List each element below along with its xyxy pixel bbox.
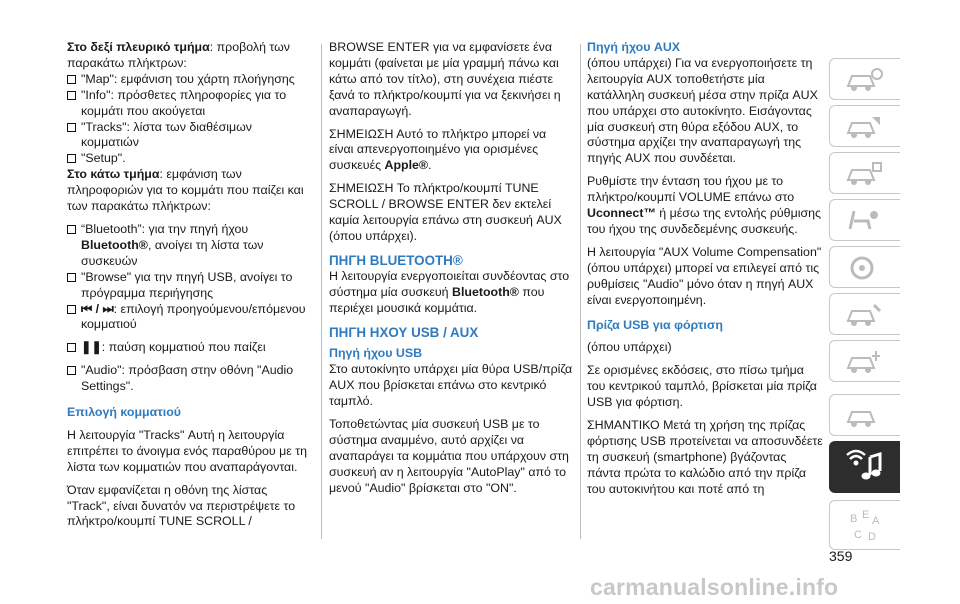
paragraph: Σε ορισμένες εκδόσεις, στο πίσω τμήμα του κεντρικού ταμπλό, βρίσκεται μία πρίζα USB για φόρτιση. xyxy=(587,363,817,410)
subsection-heading: Πηγή ήχου AUX xyxy=(587,40,681,54)
heading-right-section: Στο δεξί πλευρικό τμήμα xyxy=(67,40,210,54)
brand-text: Uconnect™ xyxy=(587,206,656,221)
column-1 xyxy=(67,40,313,530)
tab-car-warning[interactable] xyxy=(829,105,900,147)
list-item xyxy=(67,222,313,270)
text: . xyxy=(428,158,432,173)
paragraph: Όταν εμφανίζεται η οθόνη της λίστας "Track", είναι δυνατόν να περιστρέψετε το πλήκτρο/κουμπί TUNE SCROLL / xyxy=(67,482,296,529)
text: : εμφάνιση των πληροφοριών για το κομμάτι που παίζει και των παρακάτω πλήκτρων: xyxy=(67,167,304,214)
text: ή μέσω της εντολής ρύθμισης του ήχου της συνδεδεμένης συσκευής. xyxy=(587,206,821,236)
tab-car-seat[interactable] xyxy=(829,199,900,241)
section-heading: ΠΗΓΗ BLUETOOTH® xyxy=(329,252,463,268)
page-number: 359 xyxy=(829,548,853,564)
car-seat-icon xyxy=(844,207,884,235)
list-item xyxy=(67,340,313,356)
multimedia-icon xyxy=(844,449,888,487)
svg-text:D: D xyxy=(868,531,876,543)
brand-text: Bluetooth® xyxy=(452,284,519,299)
column-divider xyxy=(321,44,322,539)
car-info-icon xyxy=(844,66,884,94)
watermark: carmanualsonline.info xyxy=(590,574,839,600)
list-item: "Audio": πρόσβαση στην οθόνη "Audio Settings". xyxy=(67,363,313,395)
text: , ανοίγει τη λίστα των συσκευών xyxy=(81,237,264,268)
column-2 xyxy=(329,40,574,497)
text: που περιέχει μουσικά κομμάτια. xyxy=(329,284,545,315)
paragraph xyxy=(587,174,823,238)
subsection-heading: Πρίζα USB για φόρτιση xyxy=(587,317,723,332)
tab-car-tools[interactable] xyxy=(829,340,900,382)
paragraph xyxy=(329,127,574,175)
heading-bottom-section: Στο κάτω τμήμα xyxy=(67,167,160,182)
paragraph: (όπου υπάρχει) Για να ενεργοποιήσετε τη λειτουργία AUX τοποθετήστε μία κατάλληλη συσκευή μέσα στην πρίζα AUX που υπάρχει στο αυτοκίνητο. Εισάγοντας μία συσκευή στη θύρα εξόδου AUX, το σύστημα αρχίζει την αναπαραγωγή της πηγής AUX που συνδέεται. xyxy=(587,55,818,166)
paragraph: Η λειτουργία "Tracks" Αυτή η λειτουργία επιτρέπει το άνοιγμα ενός παραθύρου με τη λίστα των κομματιών που αναπαράγονται. xyxy=(67,427,308,474)
tab-index[interactable] xyxy=(829,500,900,550)
text: : προβολή των παρακάτω πλήκτρων: xyxy=(67,40,291,70)
paragraph: ΣΗΜΑΝΤΙΚΟ Μετά τη χρήση της πρίζας φόρτισης USB προτείνεται να αποσυνδέετε τη συσκευή (smartphone) βγάζοντας πάντα πρώτα το καλώδιο από την πρίζα του αυτοκινήτου και ποτέ από τη xyxy=(587,418,823,496)
tab-car-steering[interactable] xyxy=(829,246,900,288)
brand-text: Apple® xyxy=(384,158,429,173)
paragraph: Στο αυτοκίνητο υπάρχει μία θύρα USB/πρίζα AUX που βρίσκεται επάνω στο κεντρικό ταμπλό. xyxy=(329,362,573,409)
text: “Bluetooth”: για την πηγή ήχου xyxy=(81,221,249,236)
list-item: "Info": πρόσθετες πληροφορίες για το κομμάτι που ακούγεται xyxy=(67,88,313,120)
separator-text: / xyxy=(95,301,100,316)
text: ΣΗΜΕΙΩΣΗ Αυτό το πλήκτρο μπορεί να είναι απενεργοποιημένο για ορισμένες συσκευές xyxy=(329,126,547,173)
svg-text:A: A xyxy=(872,515,880,527)
svg-text:C: C xyxy=(854,529,862,541)
paragraph: ΣΗΜΕΙΩΣΗ Το πλήκτρο/κουμπί TUNE SCROLL / BROWSE ENTER δεν εκτελεί καμία λειτουργία επάνω στη συσκευή AUX (όπου υπάρχει). xyxy=(329,181,562,243)
section-heading: ΠΗΓΗ ΗΧΟΥ USB / AUX xyxy=(329,324,479,340)
tab-car-extra[interactable] xyxy=(829,394,900,436)
car-warning-icon xyxy=(844,113,884,141)
paragraph xyxy=(329,269,574,317)
list-item: "Browse" για την πηγή USB, ανοίγει το πρόγραμμα περιήγησης xyxy=(67,270,313,302)
list-item: "Tracks": λίστα των διαθέσιμων κομματιών xyxy=(67,120,313,152)
tab-car-wrench[interactable] xyxy=(829,293,900,335)
brand-text: Bluetooth® xyxy=(81,237,148,252)
list-item xyxy=(67,302,313,334)
paragraph: Τοποθετώντας μία συσκευή USB με το σύστημα αναμμένο, αυτό αρχίζει να αναπαράγει τα κομμάτια που υπάρχουν στη συσκευή αν η λειτουργία "AutoPlay" από το μενού "Audio" βρίσκεται στο "ON". xyxy=(329,417,569,495)
tab-multimedia[interactable] xyxy=(829,441,900,493)
tab-car-info[interactable] xyxy=(829,58,900,100)
text: : επιλογή προηγούμενου/επόμενου κομματιού xyxy=(81,301,306,332)
car-extra-icon xyxy=(844,402,884,430)
text: Η λειτουργία ενεργοποιείται συνδέοντας στο σύστημα μία συσκευή xyxy=(329,268,570,299)
car-controls-icon xyxy=(844,160,884,188)
paragraph: (όπου υπάρχει) xyxy=(587,340,672,355)
car-steering-icon xyxy=(844,254,884,282)
car-tools-icon xyxy=(844,348,884,376)
column-3 xyxy=(587,40,823,498)
paragraph: Η λειτουργία "AUX Volume Compensation" (όπου υπάρχει) μπορεί να επιλεγεί από τις ρυθμίσεις "Audio" μόνο όταν η πηγή AUX είναι ενεργοποιημένη. xyxy=(587,244,822,307)
index-icon xyxy=(844,508,888,544)
subsection-heading: Πηγή ήχου USB xyxy=(329,346,423,361)
list-item: "Setup". xyxy=(67,151,313,167)
next-track-icon: ⏭ xyxy=(102,301,114,316)
paragraph: BROWSE ENTER για να εμφανίσετε ένα κομμάτι (φαίνεται με μία γραμμή πάνω και κάτω από τον τίτλο), στη συνέχεια πιέστε ξανά το πλήκτρο/κουμπί για να ξεκινήσει η αναπαραγωγή. xyxy=(329,40,561,118)
list-item: "Map": εμφάνιση του χάρτη πλοήγησης xyxy=(67,72,313,88)
text: : παύση κομματιού που παίζει xyxy=(101,340,266,355)
pause-icon: ❚❚ xyxy=(81,340,102,355)
previous-track-icon: ⏮ xyxy=(81,301,93,316)
section-heading: Επιλογή κομματιού xyxy=(67,405,182,420)
car-wrench-icon xyxy=(844,301,884,329)
text: Ρυθμίστε την ένταση του ήχου με το πλήκτρο/κουμπί VOLUME επάνω στο xyxy=(587,174,795,205)
column-divider xyxy=(580,44,581,539)
tab-car-controls[interactable] xyxy=(829,152,900,194)
svg-text:E: E xyxy=(862,509,870,521)
svg-text:B: B xyxy=(850,513,858,525)
